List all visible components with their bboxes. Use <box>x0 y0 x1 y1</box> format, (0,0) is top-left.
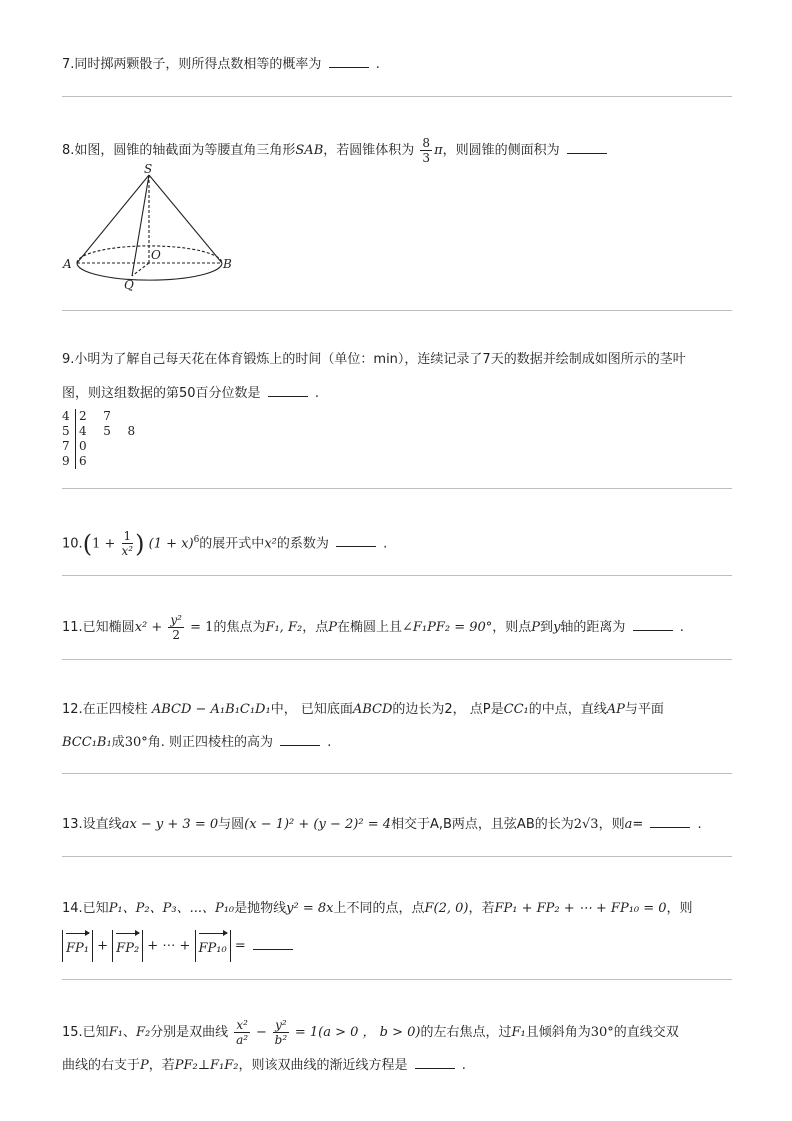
q13-text-b: 与圆 <box>218 817 245 832</box>
answer-blank <box>633 618 673 631</box>
q13-circle-eq: (x − 1)² + (y − 2)² = 4 <box>244 817 391 832</box>
q13-line-eq: ax − y + 3 = 0 <box>121 817 219 832</box>
stem-leaf-row <box>62 424 138 439</box>
q13-text-d: ，则 <box>598 817 625 832</box>
q11-eq1: x² + <box>134 620 163 635</box>
q10-den: x² <box>121 544 134 559</box>
q10-one: 1 + <box>92 536 116 552</box>
q14-text-e: ，则 <box>666 901 693 916</box>
q15-f2: F₂ <box>135 1025 151 1040</box>
q14-points: P₁、P₂、P₃、...、P₁₀ <box>108 901 235 916</box>
q14-text-a: 14.已知 <box>62 901 109 916</box>
q12-text-e: 与平面 <box>624 702 664 717</box>
q10-fraction <box>122 529 134 558</box>
answer-blank <box>650 815 690 828</box>
q15-sep: 、 <box>122 1025 136 1040</box>
answer-blank <box>253 937 293 950</box>
question-15-line-1 <box>62 1016 679 1050</box>
q11-text-d: 在椭圆上且 <box>336 620 402 635</box>
q14-text-b: 是抛物线 <box>234 901 287 916</box>
stem-leaf-row <box>62 439 138 454</box>
label-S: S <box>144 162 153 176</box>
q15-text-i: ，则该双曲线的渐近线方程是 <box>238 1058 408 1073</box>
q15-text-d: 且倾斜角为 <box>525 1025 591 1040</box>
q11-text-c: ，点 <box>302 620 329 635</box>
q14-vec-fp10: FP₁₀ <box>199 930 227 962</box>
q12-prism: ABCD − A₁B₁C₁D₁ <box>151 702 271 717</box>
q11-text-b: 的焦点为 <box>213 620 266 635</box>
leaves: 6 <box>79 454 90 468</box>
q11-p2: P <box>531 620 541 635</box>
leaves: 4 5 8 <box>79 424 139 438</box>
divider <box>62 575 732 576</box>
leaves: 0 <box>79 439 90 453</box>
q14-vec-fp1: FP₁ <box>66 930 89 962</box>
q15-text-h: ，若 <box>148 1058 175 1073</box>
q15-den2: b² <box>274 1033 288 1047</box>
q11-y: y <box>553 620 561 635</box>
q12-end: . <box>327 735 332 750</box>
q11-text-e: ，则点 <box>492 620 532 635</box>
question-14-line-2 <box>62 930 296 962</box>
question-13 <box>62 815 702 835</box>
q15-fraction-2 <box>273 1018 289 1047</box>
answer-blank <box>268 384 308 397</box>
q10-text-b: 的系数为 <box>276 536 329 552</box>
q15-end: . <box>461 1058 466 1073</box>
question-14-line-1 <box>62 899 693 919</box>
q9-end: . <box>314 386 319 401</box>
q15-fraction-1 <box>234 1018 250 1047</box>
q12-text-a: 12.在正四棱柱 <box>62 702 148 717</box>
divider <box>62 659 732 660</box>
divider <box>62 773 732 774</box>
q13-text-a: 13.设直线 <box>62 817 122 832</box>
q12-text-c: 的边长为2， 点P是 <box>392 702 504 717</box>
q11-foci: F₁, F₂ <box>265 620 303 635</box>
q10-power: 6 <box>193 535 200 545</box>
q14-plus: + <box>97 938 109 954</box>
q15-perp: PF₂⊥F₁F₂ <box>174 1058 239 1073</box>
question-12-line-2 <box>62 733 331 753</box>
q11-p: P <box>328 620 337 635</box>
label-O: O <box>151 248 161 262</box>
q7-end: . <box>375 57 380 72</box>
q14-text-c: 上不同的点，点 <box>333 901 425 916</box>
q14-vector-sum: FP₁ + FP₂ + ⋯ + FP₁₀ = 0 <box>494 901 667 916</box>
q14-vec-fp2: FP₂ <box>116 930 139 962</box>
stem: 9 <box>62 454 70 468</box>
q8-text-b: ，若圆锥体积为 <box>323 143 415 158</box>
q12-text-g: 角. 则正四棱柱的高为 <box>147 735 273 750</box>
divider <box>62 488 732 489</box>
q11-fraction <box>168 613 184 642</box>
q12-text-b: 中， 已知底面 <box>270 702 353 717</box>
q10-num: 1 <box>123 529 132 544</box>
q8-fraction <box>420 136 432 165</box>
q12-degree: 30° <box>124 735 148 750</box>
divider <box>62 96 732 97</box>
q11-text-g: 轴的距离为 <box>560 620 626 635</box>
q10-factor: (1 + x) <box>148 536 194 552</box>
divider <box>62 856 732 857</box>
stem: 5 <box>62 424 70 438</box>
q8-sab: SAB <box>295 143 324 158</box>
q11-text-f: 到 <box>540 620 554 635</box>
q11-num: y² <box>170 613 182 627</box>
label-Q: Q <box>124 278 134 292</box>
q13-a: a <box>624 817 633 832</box>
answer-blank <box>336 534 376 547</box>
q15-text-b: 分别是双曲线 <box>150 1025 229 1040</box>
q15-num2: y² <box>275 1018 287 1032</box>
question-12-line-1 <box>62 700 664 720</box>
stem: 4 <box>62 409 70 423</box>
q9-text-b: 图，则这组数据的第50百分位数是 <box>62 386 261 401</box>
q13-text-c: 相交于A,B两点，且弦AB的长为 <box>390 817 574 832</box>
q14-abs-10 <box>195 930 231 962</box>
cone-figure <box>60 160 240 295</box>
q7-text: 7.同时掷两颗骰子，则所得点数相等的概率为 <box>62 57 322 72</box>
q15-text-e: 的直线交双 <box>613 1025 679 1040</box>
question-11 <box>62 611 684 645</box>
q8-text-a: 8.如图，圆锥的轴截面为等腰直角三角形 <box>62 143 296 158</box>
q15-text-g: 曲线的右支于 <box>62 1058 141 1073</box>
divider <box>62 979 732 980</box>
q11-den: 2 <box>172 628 181 642</box>
stem-leaf-row <box>62 409 138 424</box>
q10-number: 10. <box>62 536 83 552</box>
q14-focus: F(2, 0) <box>424 901 469 916</box>
q15-p: P <box>140 1058 149 1073</box>
q11-end: . <box>679 620 684 635</box>
q8-text-c: ，则圆锥的侧面积为 <box>442 143 560 158</box>
q15-degree: 30° <box>590 1025 614 1040</box>
q12-plane: BCC₁B₁ <box>62 735 112 750</box>
q14-parabola: y² = 8x <box>286 901 334 916</box>
q14-abs-2 <box>112 930 143 962</box>
q12-text-f: 成 <box>111 735 125 750</box>
q12-ap: AP <box>606 702 625 717</box>
stem: 7 <box>62 439 70 453</box>
q11-angle: ∠F₁PF₂ = 90° <box>401 620 493 635</box>
question-7 <box>62 55 380 75</box>
q13-end: . <box>697 817 702 832</box>
q15-minus: − <box>256 1025 267 1040</box>
q8-pi: π <box>434 143 443 158</box>
q14-text-d: ，若 <box>468 901 495 916</box>
label-A: A <box>63 257 72 271</box>
question-15-line-2 <box>62 1056 466 1076</box>
q10-x2: x² <box>264 536 277 552</box>
q14-equals: = <box>234 938 246 954</box>
stem-leaf-plot <box>62 409 138 469</box>
q11-eq2: = 1 <box>190 620 214 635</box>
question-9-line-1 <box>62 350 686 370</box>
q15-text-a: 15.已知 <box>62 1025 109 1040</box>
q12-text-d: 的中点，直线 <box>528 702 607 717</box>
q15-text-c: 的左右焦点，过 <box>420 1025 512 1040</box>
q8-den: 3 <box>422 151 431 165</box>
leaves: 2 7 <box>79 409 114 423</box>
q13-length: 2√3 <box>573 817 599 832</box>
label-B: B <box>223 257 232 271</box>
q15-condition: = 1(a > 0 ， b > 0) <box>294 1025 421 1040</box>
answer-blank <box>280 733 320 746</box>
question-9-line-2 <box>62 384 319 404</box>
stem-leaf-row <box>62 454 138 469</box>
q10-text-a: 的展开式中 <box>199 536 265 552</box>
q12-cc1: CC₁ <box>503 702 529 717</box>
answer-blank <box>415 1056 455 1069</box>
q13-text-e: = <box>632 817 644 832</box>
divider <box>62 310 732 311</box>
question-10: 10.(1 + $\frac{1}{\text{x²}}$ ) $(1 + x)^6$的展开式中x²的系数为 . <box>62 529 388 559</box>
q15-f1b: F₁ <box>511 1025 526 1040</box>
q11-text-a: 11.已知椭圆 <box>62 620 135 635</box>
q12-base: ABCD <box>352 702 393 717</box>
q15-f1: F₁ <box>108 1025 123 1040</box>
q10-end: . <box>383 536 388 552</box>
q14-abs-1 <box>62 930 93 962</box>
answer-blank <box>567 141 607 154</box>
q14-dots: + ⋯ + <box>147 938 191 954</box>
q8-num: 8 <box>422 136 431 150</box>
q15-den1: a² <box>236 1033 249 1047</box>
q15-num1: x² <box>236 1018 248 1032</box>
answer-blank <box>329 55 369 68</box>
q9-text-a: 9.小明为了解自己每天花在体育锻炼上的时间（单位：min），连续记录了7天的数据并绘制成如图所示的茎叶 <box>62 352 686 367</box>
